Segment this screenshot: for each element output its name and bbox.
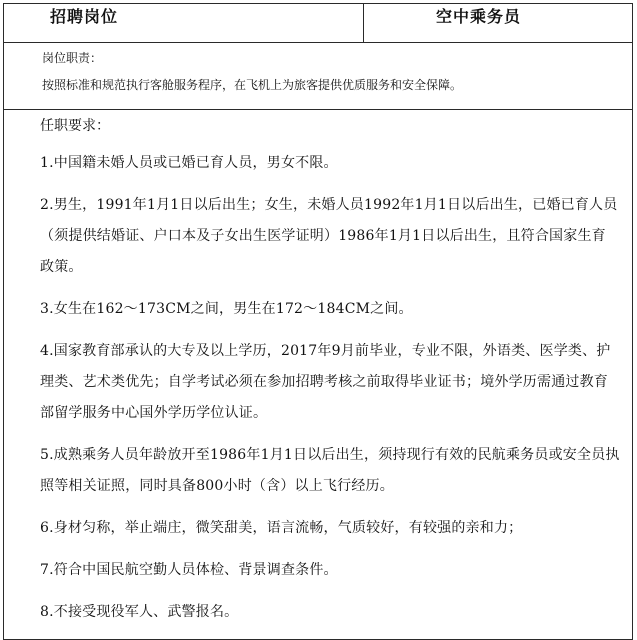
recruitment-table: [3, 3, 633, 640]
duties-text: 按照标准和规范执行客舱服务程序，在飞机上为旅客提供优质服务和安全保障。: [42, 78, 463, 92]
position-label: 招聘岗位: [4, 4, 364, 43]
requirements-cell: [4, 110, 633, 640]
header-row: [4, 4, 633, 43]
requirement-item-6: 6.身材匀称，举止端庄，微笑甜美，语言流畅，气质较好，有较强的亲和力；: [40, 520, 523, 536]
requirement-item-2: 2.男生，1991年1月1日以后出生；女生，未婚人员1992年1月1日以后出生，已婚已育人员（须提供结婚证、户口本及子女出生医学证明）1986年1月1日以后出生，且符合国家生育政策。: [40, 197, 618, 275]
requirement-item-8: 8.不接受现役军人、武警报名。: [40, 604, 239, 620]
requirement-item-1: 1.中国籍未婚人员或已婚已育人员，男女不限。: [40, 155, 338, 171]
position-value: 空中乘务员: [364, 4, 633, 43]
duties-cell: [4, 43, 633, 110]
requirements-row: [4, 110, 633, 640]
requirement-item-5: 5.成熟乘务人员年龄放开至1986年1月1日以后出生，须持现行有效的民航乘务员或安全员执照等相关证照，同时具备800小时（含）以上飞行经历。: [40, 447, 620, 494]
requirement-item-3: 3.女生在162～173CM之间，男生在172～184CM之间。: [40, 301, 413, 317]
requirement-item-4: 4.国家教育部承认的大专及以上学历，2017年9月前毕业，专业不限，外语类、医学类、护理类、艺术类优先；自学考试必须在参加招聘考核之前取得毕业证书；境外学历需通过教育部留学服务中心国外学历学位认证。: [40, 343, 611, 421]
duties-row: [4, 43, 633, 110]
requirements-title: 任职要求：: [40, 118, 110, 134]
duties-title: 岗位职责：: [42, 51, 103, 65]
requirement-item-7: 7.符合中国民航空勤人员体检、背景调查条件。: [40, 562, 338, 578]
